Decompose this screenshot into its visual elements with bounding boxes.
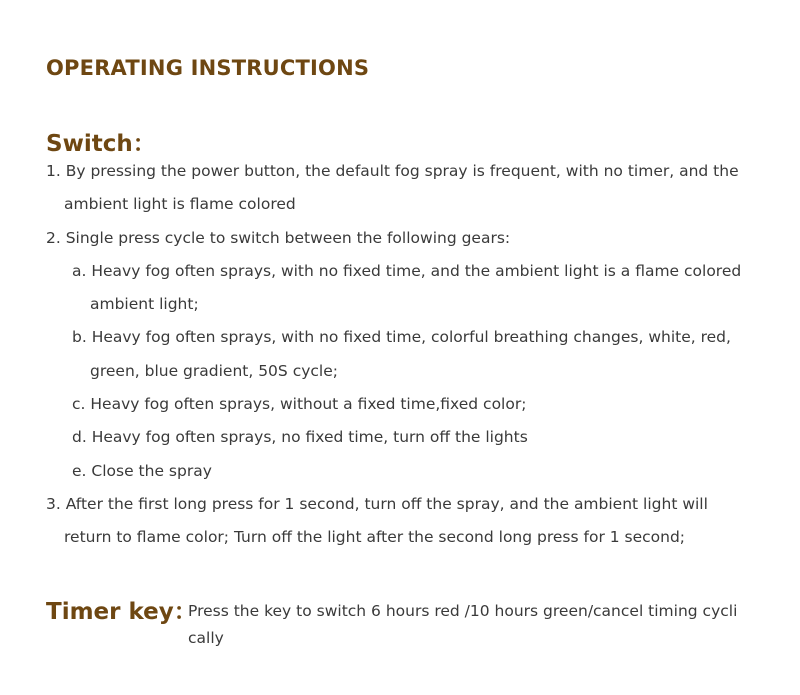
timer-key-text-line-1: Press the key to switch 6 hours red /10 hours green/cancel timing cycli [188,602,738,620]
switch-item-1-line-2: ambient light is flame colored [64,195,296,213]
switch-subitem-a-line-1: a. Heavy fog often sprays, with no fixed time, and the ambient light is a flame colored [72,262,742,280]
switch-heading: Switch： [46,131,156,157]
switch-subitem-b-line-1: b. Heavy fog often sprays, with no fixed time, colorful breathing changes, white, red, [72,328,731,346]
switch-item-1-line-1: 1. By pressing the power button, the default fog spray is frequent, with no timer, and the [46,162,739,180]
switch-item-3-line-1: 3. After the first long press for 1 second, turn off the spray, and the ambient light will [46,495,708,513]
page-title: OPERATING INSTRUCTIONS [46,56,370,80]
switch-item-2: 2. Single press cycle to switch between the following gears: [46,229,511,247]
switch-subitem-a-line-2: ambient light; [90,295,199,313]
timer-key-text-line-2: cally [188,629,224,647]
switch-subitem-e: e. Close the spray [72,462,212,480]
switch-subitem-b-line-2: green, blue gradient, 50S cycle; [90,362,338,380]
timer-key-heading: Timer key： [46,599,197,625]
switch-item-3-line-2: return to flame color; Turn off the light after the second long press for 1 second; [64,528,686,546]
switch-subitem-d: d. Heavy fog often sprays, no fixed time, turn off the lights [72,428,528,446]
switch-subitem-c: c. Heavy fog often sprays, without a fixed time,fixed color; [72,395,527,413]
